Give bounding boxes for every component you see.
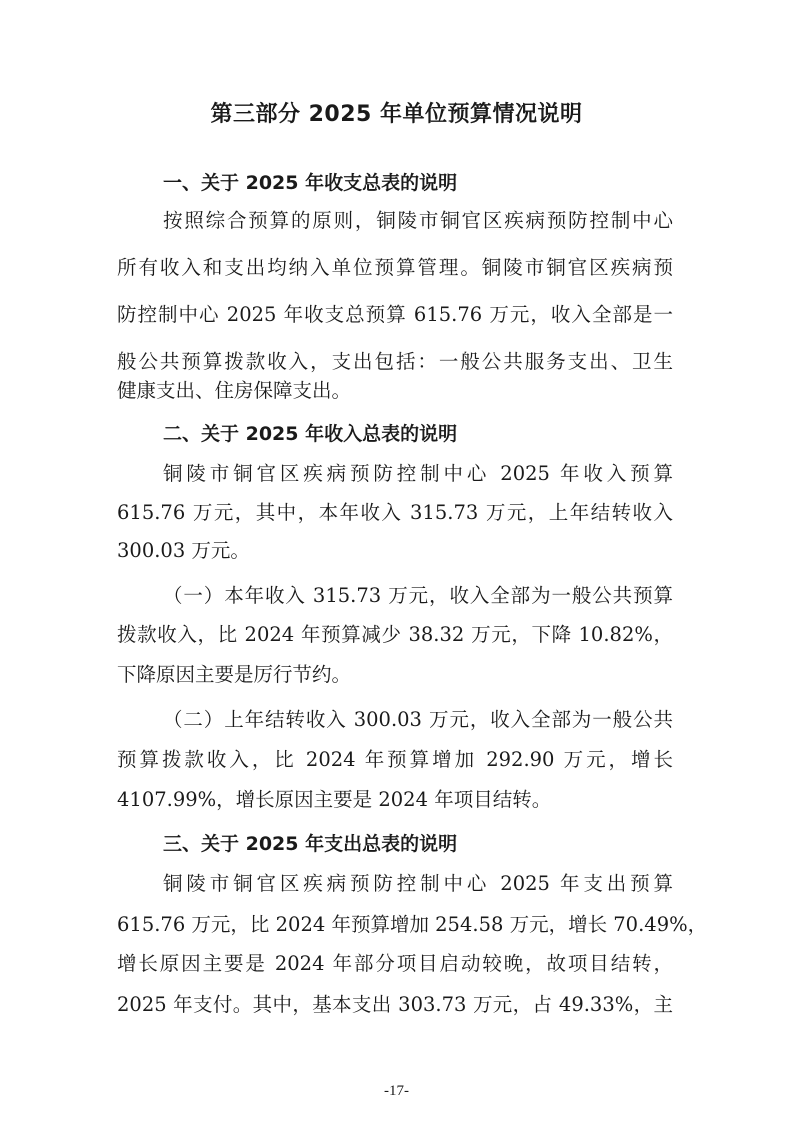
section-heading: 二、关于 2025 年收入总表的说明: [163, 423, 458, 445]
paragraph-line: （一）本年收入 315.73 万元，收入全部为一般公共预算: [163, 584, 673, 607]
section-heading: 一、关于 2025 年收支总表的说明: [163, 172, 458, 194]
paragraph-line: （二）上年结转收入 300.03 万元，收入全部为一般公共: [163, 708, 673, 731]
paragraph-line: 防控制中心 2025 年收支总预算 615.76 万元，收入全部是一: [117, 303, 673, 326]
paragraph-line: 4107.99%，增长原因主要是 2024 年项目结转。: [117, 788, 552, 811]
paragraph-line: 615.76 万元，其中，本年收入 315.73 万元，上年结转收入: [117, 501, 673, 524]
paragraph-line: 615.76 万元，比 2024 年预算增加 254.58 万元，增长 70.49%，: [117, 913, 708, 936]
paragraph-line: 铜陵市铜官区疾病预防控制中心 2025 年支出预算: [163, 872, 673, 895]
section-heading: 三、关于 2025 年支出总表的说明: [163, 833, 458, 855]
page-number: -17-: [384, 1083, 409, 1099]
paragraph-line: 铜陵市铜官区疾病预防控制中心 2025 年收入预算: [163, 462, 673, 485]
paragraph-line: 下降原因主要是厉行节约。: [117, 663, 352, 686]
paragraph-line: 般公共预算拨款收入，支出包括：一般公共服务支出、卫生: [117, 350, 673, 373]
paragraph-line: 所有收入和支出均纳入单位预算管理。铜陵市铜官区疾病预: [117, 256, 673, 279]
paragraph-line: 按照综合预算的原则，铜陵市铜官区疾病预防控制中心: [163, 209, 673, 232]
paragraph-line: 增长原因主要是 2024 年部分项目启动较晚，故项目结转，: [117, 952, 673, 975]
page-title: 第三部分 2025 年单位预算情况说明: [210, 102, 583, 127]
paragraph-line: 预算拨款收入，比 2024 年预算增加 292.90 万元，增长: [117, 748, 673, 771]
paragraph-line: 健康支出、住房保障支出。: [117, 379, 352, 402]
paragraph-line: 300.03 万元。: [117, 539, 250, 562]
paragraph-line: 拨款收入，比 2024 年预算减少 38.32 万元，下降 10.82%，: [117, 623, 673, 646]
paragraph-line: 2025 年支付。其中，基本支出 303.73 万元，占 49.33%，主: [117, 993, 673, 1016]
